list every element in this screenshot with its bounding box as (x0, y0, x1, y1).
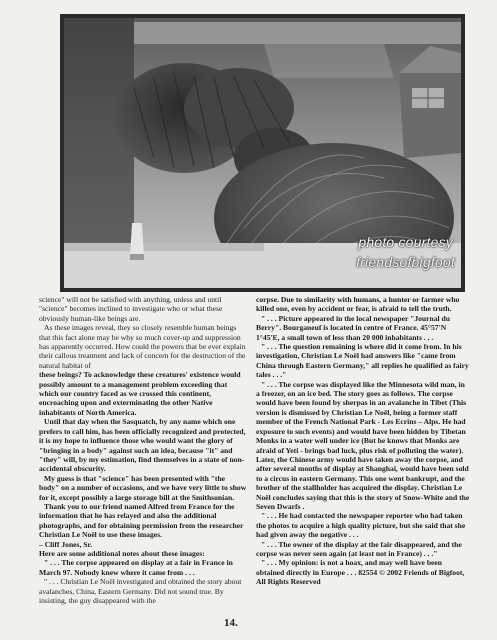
quote: " . . . The question remaining is where did it come from. In his investigation, Christian Le Noël had answers like "came from China through Eastern Germany," all replies he qualified as fairy tales . . ." (256, 342, 469, 380)
quote: " . . . The owner of the display at the fair disappeared, and the corpse was never seen again (at least not in France) . . ." (256, 539, 462, 558)
quote: " . . . The corpse appeared on display at a fair in France in March 97. Nobody knew where it came from . . . (39, 558, 233, 577)
paragraph: As these images reveal, they so closely resemble human beings that this fact alone may be why so much cover-up and suppression has apparently occurred. How could the powers that be ever explain their callous treatment and lack of concern for the destruction of the natural habitat of (39, 323, 246, 370)
photo-credit-line2: friendsofbigfoot (356, 254, 455, 270)
frozen-creature-photo (64, 18, 461, 288)
photo-credit-line1: photo courtesy (358, 234, 453, 250)
quote: " . . . Christian Le Noël investigated and obtained the story about avalanches, China, Eastern Germany. Did not sound true. By insisting, the guy disappeared with the (39, 577, 242, 605)
quote: " . . . My opinion: is not a hoax, and may well have been obtained directly in Europe . . . 82554 © 2002 Friends of Bigfoot, All Rights Reserved (256, 558, 465, 587)
quote: " . . . The corpse was displayed like the Minnesota wild man, in a freezer, on an ice bed. The story goes as follows. The corpse would have been found by sherpas in an avalanche in Tibet (This version is dismissed by Christian Le Noël, being a former staff member of the French National Park - Les Ecrins – Alps. He had exposure to such events) and would have been hidden by Tibetan Monks in a water well under ice (But he knows that Monks are afraid of Yeti - brings bad luck, plus risk of polluting the water). Later, the Chinese army would have taken away the corpse, and after several months of display at Shanghai, would have been sold to a circus in eastern Germany. This one went bankrupt, and the brother of the stallholder has acquired the display. Christian Le Noël concludes saying that this is the story of Snow-White and the Seven Dwarfs . (256, 379, 470, 511)
left-column (39, 295, 247, 605)
quote: " . . . He had contacted the newspaper reporter who had taken the photos to acquire a high quality picture, but she said that she had given away the negative . . . (256, 511, 466, 540)
right-column (256, 295, 470, 587)
signature: – Cliff Jones, Sr. (39, 539, 93, 549)
paragraph: Thank you to our friend named Alfred from France for the information that he has relayed and also the additional photographs, and for obtaining permission from the researcher Christian Le Noël to use these images. (39, 501, 244, 540)
paragraph: these beings? To acknowledge these creatures' existence would possibly amount to a management problem exceeding that which our country faced as we crossed this continent, encroaching upon and exterminating the other Native inhabitants of North America. (39, 370, 241, 417)
paragraph: corpse. Due to similarity with humans, a hunter or farmer who killed one, even by accident or fear, is afraid to tell the truth. (256, 295, 460, 314)
paragraph: science" will not be satisfied with anything, unless and until "science" becomes inclined to investigate who or what these obviously human-like beings are. (39, 295, 223, 323)
paragraph: Until that day when the Sasquatch, by any name which one prefers to call him, has been officially recognized and protected, it is my hope to influence those who would want the glory of "bringing in a body" against such an idea, because "it" and "they" will, by my estimation, find themselves in a state of non-accidental obscurity. (39, 417, 246, 474)
quote: " . . . Picture appeared in the local newspaper "Journal du Berry". Bourganeuf is located in centre of France. 45°57'N 1°45'E, a small town of less than 20 000 inhabitants . . . (256, 313, 451, 342)
page-number: 14. (224, 617, 238, 629)
paragraph: Here are some additional notes about these images: (39, 548, 205, 558)
paragraph: My guess is that "science" has been presented with "the body" on a number of occasions, and we have very little to show for it, except possibly a large storage bill at the Smithsonian. (39, 473, 247, 502)
photo-frame (60, 14, 465, 292)
